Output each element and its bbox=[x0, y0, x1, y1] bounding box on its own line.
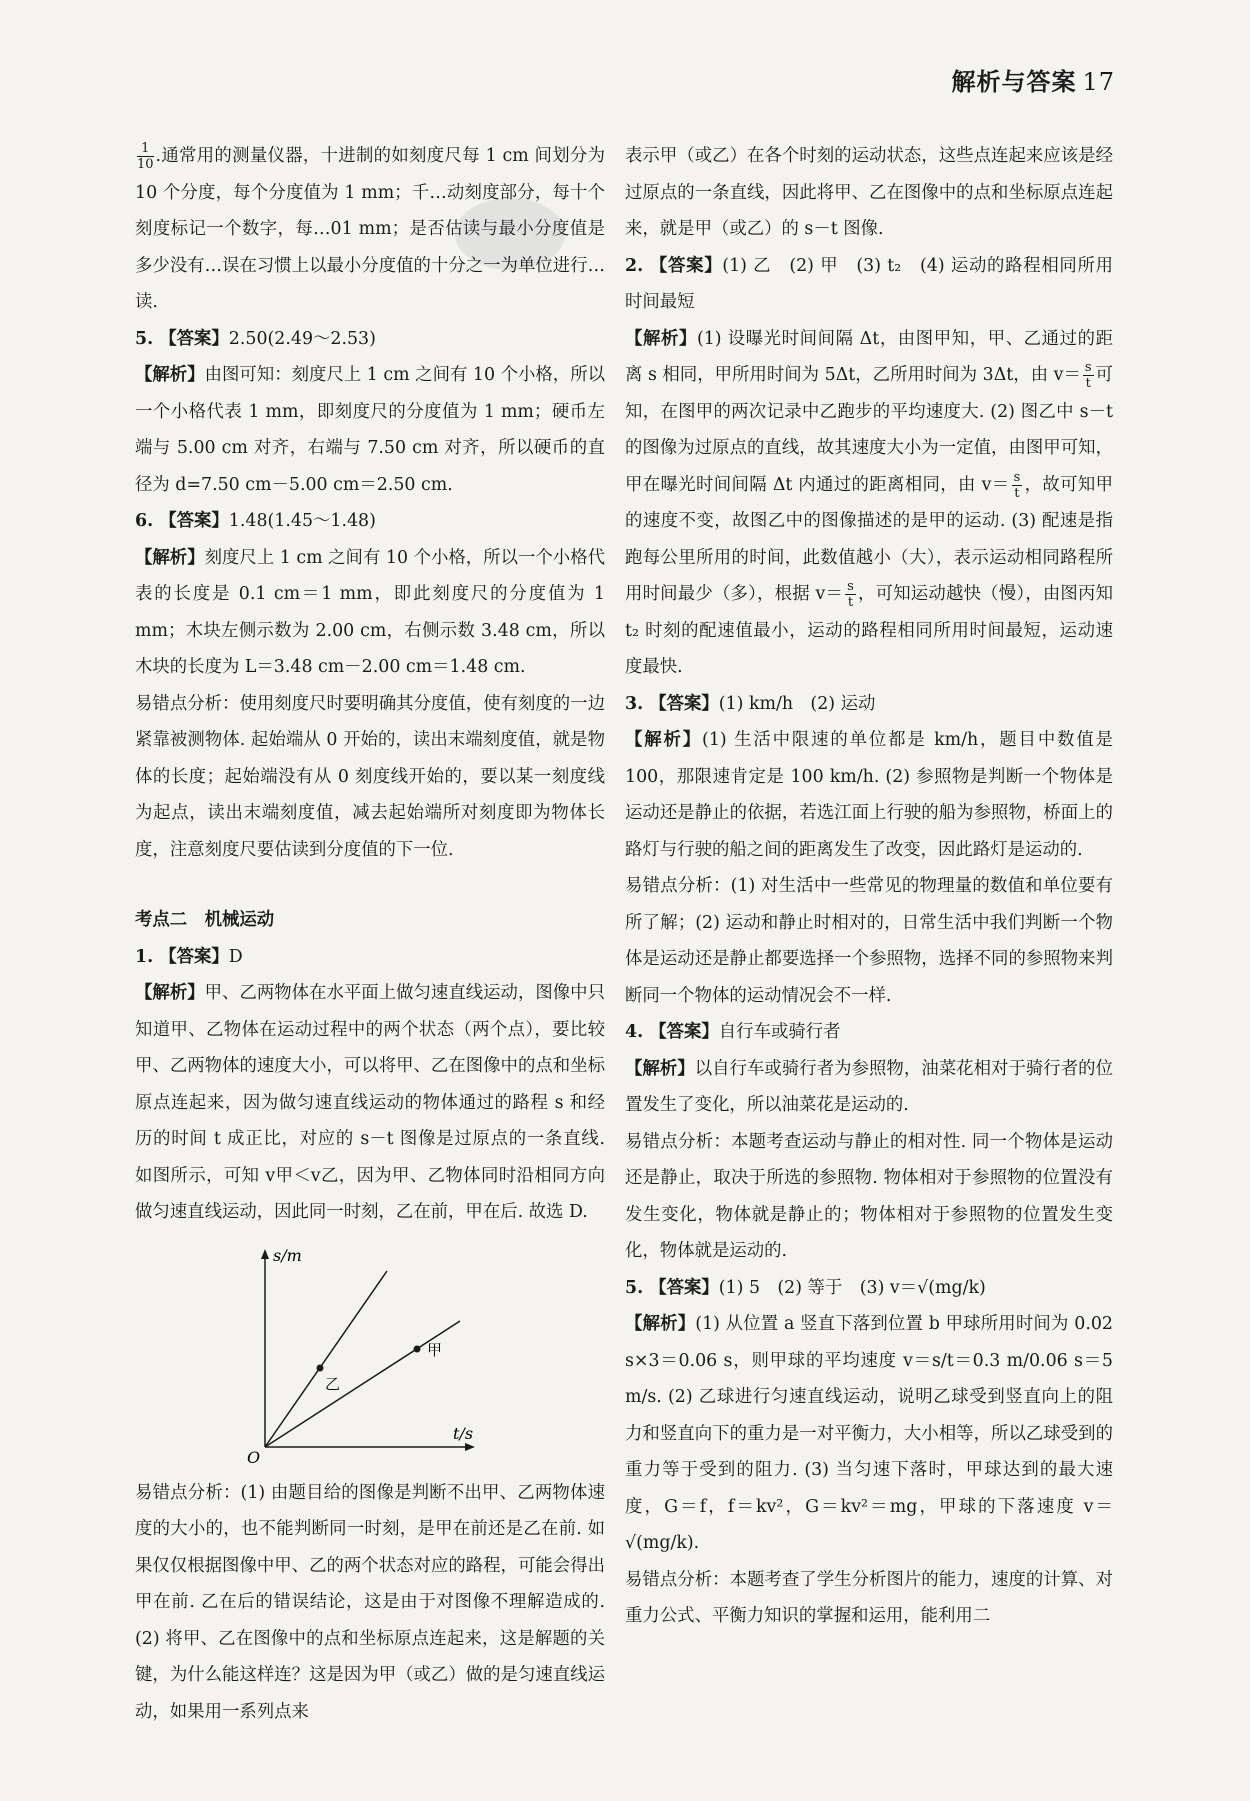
y-axis-arrow bbox=[261, 1249, 269, 1259]
label-jia: 甲 bbox=[427, 1340, 443, 1359]
answer-k5: 5. 【答案】(1) 5 (2) 等于 (3) v＝√(mg/k) bbox=[625, 1277, 986, 1298]
fraction: $\frac{s}{t}$ bbox=[1084, 360, 1092, 391]
right-column bbox=[625, 138, 1113, 1635]
s-t-graph-svg bbox=[135, 1239, 605, 1469]
y-axis-label: s/m bbox=[273, 1245, 302, 1265]
origin-label: O bbox=[247, 1447, 261, 1467]
explanation-6: 【解析】刻度尺上 1 cm 之间有 10 个小格，所以一个小格代表的长度是 0.1 cm＝1 mm，即此刻度尺的分度值为 1 mm；木块左侧示数为 2.00 cm，右侧示数 3.48 cm，所以木块的长度为 L＝3.48 cm－2.00 cm＝1.48 cm. bbox=[135, 547, 605, 677]
answer-5: 5. 【答案】2.50(2.49～2.53) bbox=[135, 328, 376, 349]
explanation-k1: 【解析】甲、乙两物体在水平面上做匀速直线运动，图像中只知道甲、乙物体在运动过程中的两个状态（两个点），要比较甲、乙两物体的速度大小，可以将甲、乙在图像中的点和坐标原点连起来，因为做匀速直线运动的物体通过的路程 s 和经历的时间 t 成正比，对应的 s－t 图像是过原点的一条直线. 如图所示，可知 v甲＜v乙，因为甲、乙物体同时沿相同方向做匀速直线运动，因此同一时刻，乙在前，甲在后. 故选 D. bbox=[135, 983, 605, 1222]
page-number: 17 bbox=[1082, 68, 1115, 96]
left-column bbox=[135, 138, 605, 1730]
label-yi: 乙 bbox=[325, 1374, 341, 1393]
point-yi bbox=[317, 1364, 324, 1371]
error-analysis-6: 易错点分析：使用刻度尺时要明确其分度值，使有刻度的一边紧靠被测物体. 起始端从 0 开始的，读出末端刻度值，就是物体的长度；起始端没有从 0 刻度线开始的，要以某一刻度线为起点，读出末端刻度值，减去起始端所对刻度即为物体长度，注意刻度尺要估读到分度值的下一位. bbox=[135, 693, 605, 860]
explanation-k2: 【解析】(1) 设曝光时间间隔 Δt，由图甲知，甲、乙通过的距离 s 相同，甲所用时间为 5Δt，乙所用时间为 3Δt，由 v＝ $\frac{s}{t}$ 可知，在图甲的两次记录中乙跑步的平均速度大. (2) 图乙中 s－t 的图像为过原点的直线，故其速度大小为一定值，由图甲可知，甲在曝光时间间隔 Δt 内通过的距离相同，由 v＝ $\frac{s}{t}$ ，故可知甲的速度不变，故图乙中的图像描述的是甲的运动. (3) 配速是指跑每公里所用的时间，此数值越小（大），表示运动相同路程所用时间最少（多），根据 v＝ $\frac{s}{t}$ ，可知运动越快（慢），由图丙知 t₂ 时刻的配速值最小，运动的路程相同所用时间最短，运动速度最快. bbox=[625, 328, 1113, 677]
error-analysis-k4: 易错点分析：本题考查运动与静止的相对性. 同一个物体是运动还是静止，取决于所选的参照物. 物体相对于参照物的位置没有发生变化，物体就是静止的；物体相对于参照物的位置发生变化，物体就是运动的. bbox=[625, 1131, 1113, 1261]
error-analysis-k5: 易错点分析：本题考查了学生分析图片的能力，速度的计算、对重力公式、平衡力知识的掌握和运用，能利用二 bbox=[625, 1569, 1113, 1626]
error-analysis-k1: 易错点分析：(1) 由题目给的图像是判断不出甲、乙两物体速度的大小的，也不能判断同一时刻，是甲在前还是乙在前. 如果仅仅根据图像中甲、乙的两个状态对应的路程，可能会得出甲在前. 乙在后的错误结论，这是由于对图像不理解造成的. (2) 将甲、乙在图像中的点和坐标原点连起来，这是解题的关键，为什么能这样连？这是因为甲（或乙）做的是匀速直线运动，如果用一系列点来 bbox=[135, 1482, 605, 1722]
point-jia bbox=[414, 1345, 421, 1352]
header-title: 解析与答案 bbox=[951, 68, 1077, 96]
fraction: $\frac{1}{10}$ bbox=[137, 141, 154, 172]
section-title: 考点二 机械运动 bbox=[135, 910, 275, 930]
intro-paragraph: $\frac{1}{10}$ .通常用的测量仪器，十进制的如刻度尺每 1 cm 间划分为 10 个分度，每个分度值为 1 mm；千…动刻度部分，每十个刻度标记一个数字，每…01 mm；是否估读与最小分度值是多少没有…误在习惯上以最小分度值的十分之一为单位进行…读. bbox=[135, 141, 605, 312]
page-header bbox=[951, 62, 1115, 97]
line-yi bbox=[265, 1271, 387, 1447]
answer-k3: 3. 【答案】(1) km/h (2) 运动 bbox=[625, 693, 876, 714]
fraction: $\frac{s}{t}$ bbox=[847, 579, 854, 610]
fraction: $\frac{s}{t}$ bbox=[1013, 469, 1021, 501]
line-jia bbox=[265, 1321, 460, 1447]
continuation-paragraph: 表示甲（或乙）在各个时刻的运动状态，这些点连起来应该是经过原点的一条直线，因此将甲、乙在图像中的点和坐标原点连起来，就是甲（或乙）的 s－t 图像. bbox=[625, 146, 1113, 239]
answer-k1: 1. 【答案】D bbox=[135, 946, 243, 967]
explanation-5: 【解析】由图可知：刻度尺上 1 cm 之间有 10 个小格，所以一个小格代表 1 mm，即刻度尺的分度值为 1 mm；硬币左端与 5.00 cm 对齐，右端与 7.50 cm 对齐，所以硬币的直径为 d=7.50 cm－5.00 cm＝2.50 cm. bbox=[135, 365, 605, 495]
error-analysis-k3: 易错点分析：(1) 对生活中一些常见的物理量的数值和单位要有所了解；(2) 运动和静止时相对的，日常生活中我们判断一个物体是运动还是静止都要选择一个参照物，选择不同的参照物来判断同一个物体的运动情况会不一样. bbox=[625, 876, 1113, 1006]
answer-6: 6. 【答案】1.48(1.45～1.48) bbox=[135, 511, 376, 531]
explanation-k5: 【解析】(1) 从位置 a 竖直下落到位置 b 甲球所用时间为 0.02 s×3＝0.06 s，则甲球的平均速度 v＝s/t＝0.3 m/0.06 s＝5 m/s. (2) 乙球进行匀速直线运动，说明乙球受到竖直向上的阻力和竖直向下的重力是一对平衡力，大小相等，所以乙球受到的重力等于受到的阻力. (3) 当匀速下落时，甲球达到的最大速度，G＝f，f＝kv²，G＝kv²＝mg，甲球的下落速度 v＝√(mg/k). bbox=[625, 1314, 1113, 1553]
x-axis-label: t/s bbox=[453, 1423, 474, 1443]
answer-k2: 2. 【答案】(1) 乙 (2) 甲 (3) t₂ (4) 运动的路程相同所用时间最短 bbox=[625, 255, 1113, 312]
s-t-graph bbox=[135, 1239, 605, 1469]
x-axis-arrow bbox=[465, 1443, 475, 1451]
explanation-k4: 【解析】以自行车或骑行者为参照物，油菜花相对于骑行者的位置发生了变化，所以油菜花是运动的. bbox=[625, 1058, 1113, 1115]
explanation-k3: 【解析】(1) 生活中限速的单位都是 km/h，题目中数值是 100，那限速肯定是 100 km/h. (2) 参照物是判断一个物体是运动还是静止的依据，若选江面上行驶的船为参照物，桥面上的路灯与行驶的船之间的距离发生了改变，因此路灯是运动的. bbox=[625, 730, 1113, 860]
answer-k4: 4. 【答案】自行车或骑行者 bbox=[625, 1022, 841, 1042]
